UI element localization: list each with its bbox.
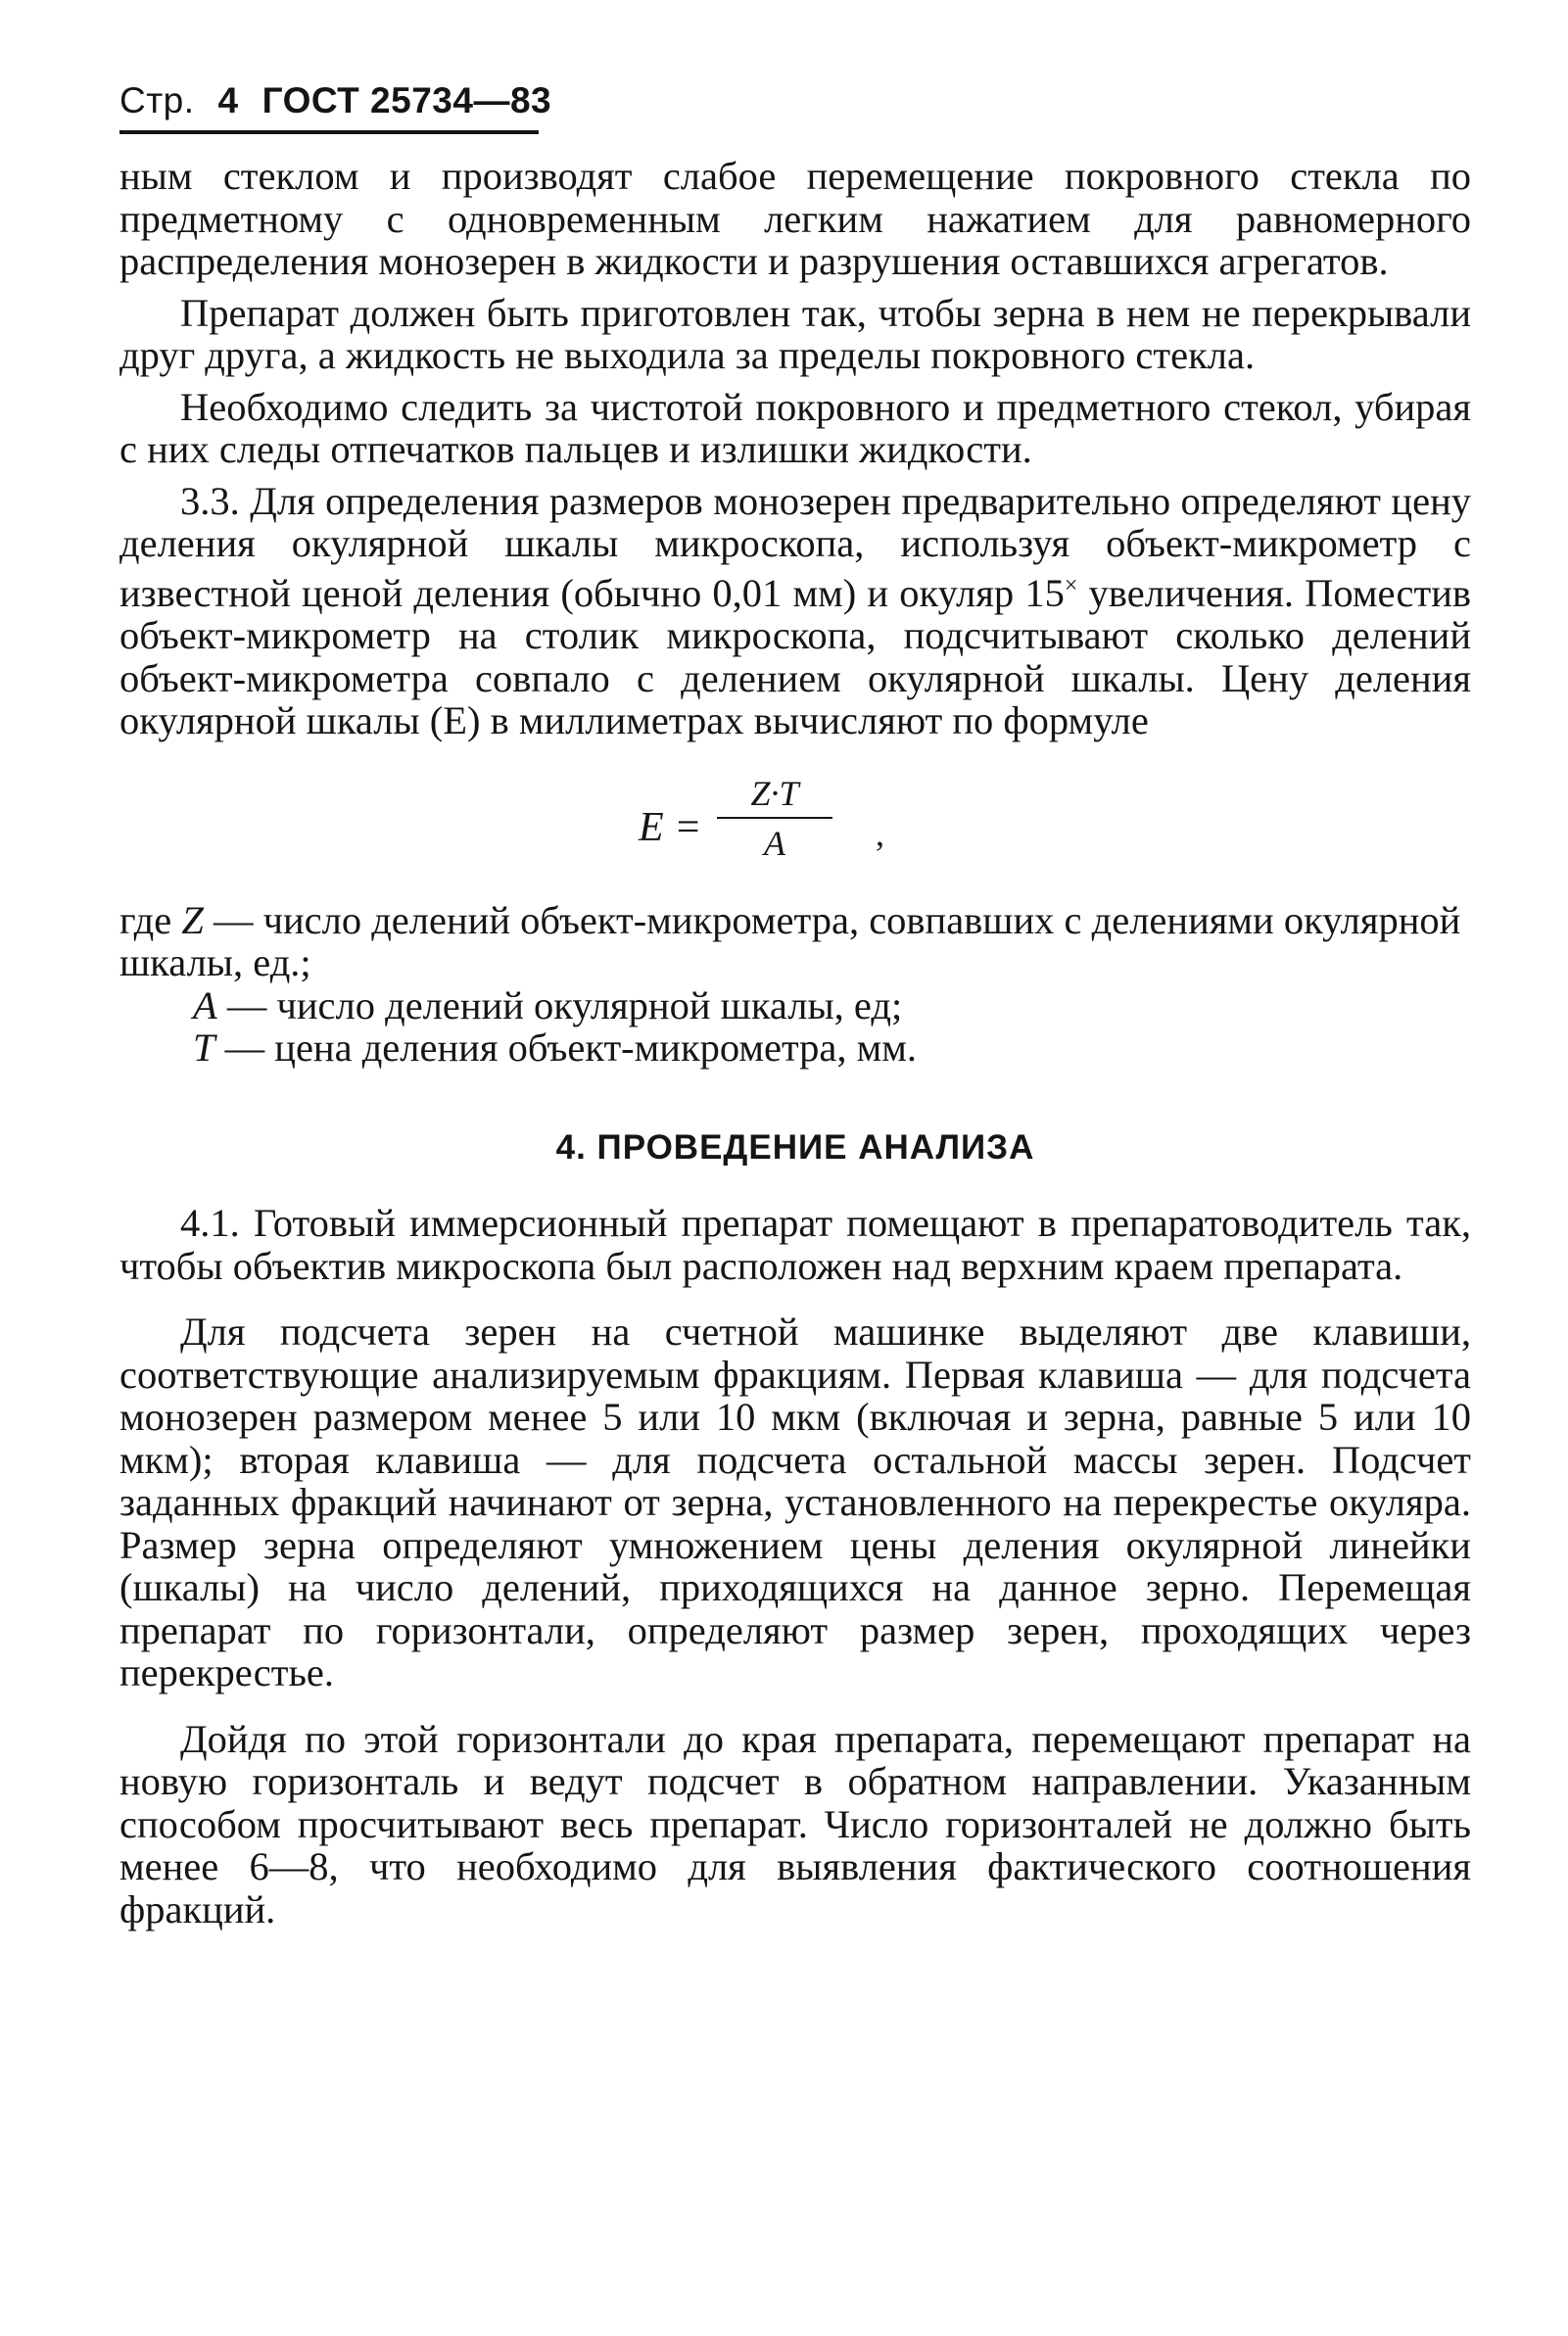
standard-number: ГОСТ 25734—83 <box>261 80 552 120</box>
definition-a-text: — число делений окулярной шкалы, ед; <box>216 982 903 1027</box>
definition-a-term: A <box>193 982 217 1027</box>
paragraph-counting: Для подсчета зерен на счетной машинке выделяют две клавиши, соответствующие анализируемым фракциям. Первая клавиша — для подсчета монозерен размером менее 5 или 10 мкм (включая и зерна, равные 5 или 10 мкм); вторая клавиша — для подсчета остальной массы зерен. Подсчет заданных фракций начинают от зерна, установленного на перекрестье окуляра. Размер зерна определяют умножением цены деления окулярной линейки (шкалы) на число делений, приходящихся на данное зерно. Перемещая препарат по горизонтали, определяют размер зерен, проходящих через перекрестье. <box>119 1310 1471 1694</box>
definition-z-term: Z <box>181 897 204 942</box>
formula-definitions <box>119 899 1471 1070</box>
paragraph-3-3 <box>119 480 1471 742</box>
section-heading: 4. ПРОВЕДЕНИЕ АНАЛИЗА <box>555 1127 1035 1167</box>
page-header <box>119 80 551 121</box>
magnification-sign: × <box>1064 572 1078 598</box>
definition-t-term: T <box>193 1025 215 1070</box>
paragraph-cleanliness: Необходимо следить за чистотой покровного и предметного стекол, убирая с них следы отпечатков пальцев и излишки жидкости. <box>119 384 1471 471</box>
paragraph-preparation: Препарат должен быть приготовлен так, чтобы зерна в нем не перекрывали друг друга, а жидкость не выходила за пределы покровного стекла. <box>119 290 1471 377</box>
paragraph-continuation: ным стеклом и производят слабое перемещение покровного стекла по предметному с одновременным легким нажатием для равномерного распределения монозерен в жидкости и разрушения оставшихся агрегатов. <box>119 154 1471 283</box>
definition-z <box>119 899 1471 984</box>
formula-lhs: E = <box>639 804 702 850</box>
paragraph-4-1: 4.1. Готовый иммерсионный препарат помещают в препаратоводитель так, чтобы объектив микроскопа был расположен над верхним краем препарата. <box>119 1201 1471 1288</box>
formula-fraction <box>717 772 832 864</box>
formula-denominator: A <box>764 823 785 863</box>
definition-a <box>119 984 1471 1027</box>
definition-t <box>119 1026 1471 1070</box>
paragraph-horizontals: Дойдя по этой горизонтали до края препарата, перемещают препарат на новую горизонталь и ведут подсчет в обратном направлении. Указанным способом просчитывают весь препарат. Число горизонталей не должно быть менее 6—8, что необходимо для выявления фактического соотношения фракций. <box>119 1716 1471 1931</box>
document-body <box>119 155 1471 1939</box>
definitions-intro: где <box>119 897 172 942</box>
formula <box>119 772 1471 878</box>
definition-t-text: — цена деления объект-микрометра, мм. <box>214 1025 918 1070</box>
paragraph-3-3-part2: увеличения. Поместив объект-микрометр на столик микроскопа, подсчитывают сколько делений объект-микрометра совпало с делением окулярной шкалы. Цену деления окулярной шкалы (Е) в миллиметрах вычисляют по формуле <box>119 570 1471 742</box>
definition-z-text: — число делений объект-микрометра, совпавших с делениями окулярной шкалы, ед.; <box>119 897 1461 984</box>
formula-comma: , <box>876 813 884 853</box>
page-number: 4 <box>217 80 239 120</box>
page-label: Стр. <box>119 80 195 120</box>
formula-numerator: Z·T <box>750 773 799 813</box>
paragraph-3-3-part1: 3.3. Для определения размеров монозерен предварительно определяют цену деления окулярной шкалы микроскопа, используя объект-микрометр с известной ценой деления (обычно 0,01 мм) и окуляр 15 <box>119 478 1471 615</box>
header-rule <box>119 130 539 134</box>
fraction-bar <box>717 817 832 819</box>
